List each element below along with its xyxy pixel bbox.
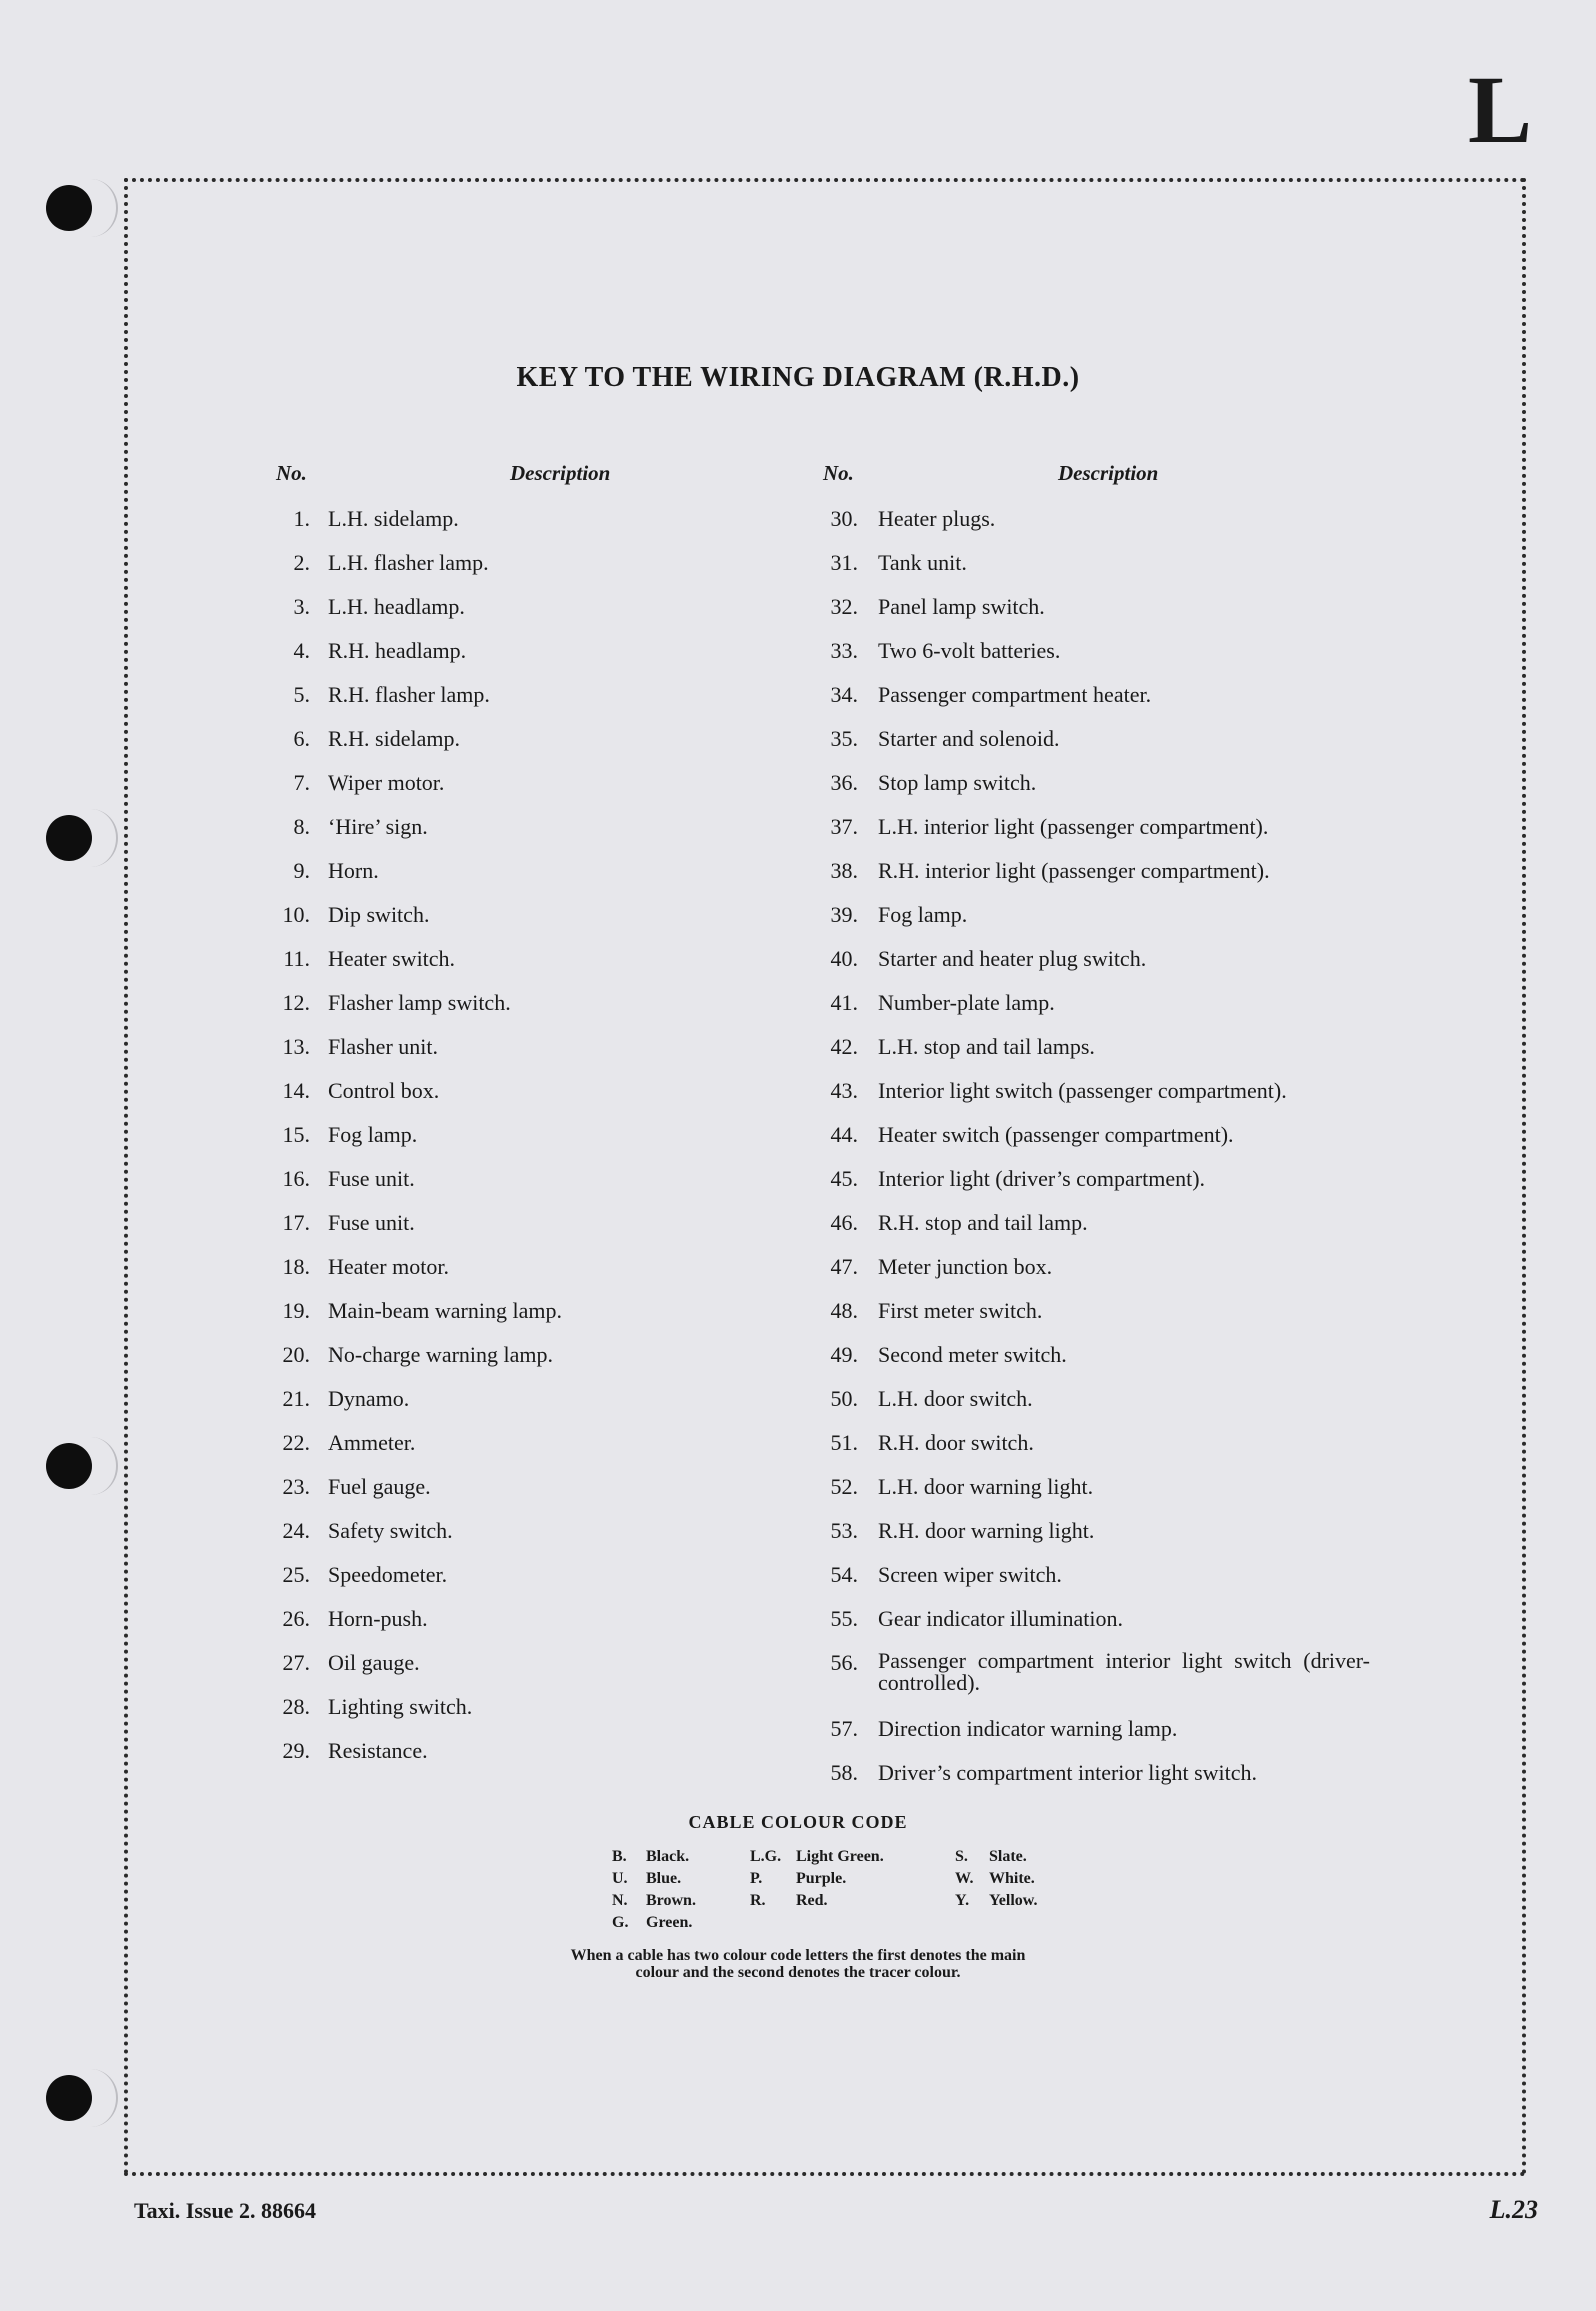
key-list-item: [0, 1760, 1596, 1790]
colour-code-letter: S.: [955, 1848, 968, 1865]
footer-issue: Taxi. Issue 2. 88664: [134, 2198, 316, 2223]
item-number: 19.: [282, 1298, 310, 1323]
colour-code-letter: W.: [955, 1870, 974, 1887]
item-number: 10.: [282, 902, 310, 927]
colour-name: Blue.: [646, 1870, 682, 1887]
item-number: 51.: [830, 1430, 858, 1455]
item-number: 57.: [830, 1716, 858, 1741]
colour-code-letter: G.: [612, 1914, 629, 1931]
key-list-item: [0, 1716, 1596, 1746]
key-list-item: [0, 550, 1596, 580]
item-number: 55.: [830, 1606, 858, 1631]
item-number: 4.: [293, 638, 310, 663]
colour-code-entry: [612, 1914, 692, 1932]
colour-name: Red.: [796, 1892, 828, 1909]
item-description: R.H. door warning light.: [878, 1518, 1095, 1543]
item-number: 21.: [282, 1386, 310, 1411]
item-description: Flasher unit.: [328, 1034, 438, 1059]
item-number: 29.: [282, 1738, 310, 1763]
item-number: 9.: [293, 858, 310, 883]
item-description: R.H. door switch.: [878, 1430, 1034, 1455]
item-description: Heater switch (passenger compartment).: [878, 1122, 1234, 1147]
key-list-item: [0, 1386, 1596, 1416]
item-description: Heater plugs.: [878, 506, 996, 531]
item-number: 41.: [830, 990, 858, 1015]
colour-code-entry: [955, 1870, 1035, 1888]
item-description: Flasher lamp switch.: [328, 990, 511, 1015]
item-number: 38.: [830, 858, 858, 883]
key-list-item: [0, 506, 1596, 536]
item-number: 26.: [282, 1606, 310, 1631]
item-number: 23.: [282, 1474, 310, 1499]
item-number: 17.: [282, 1210, 310, 1235]
item-description: Passenger compartment heater.: [878, 682, 1152, 707]
item-number: 31.: [830, 550, 858, 575]
item-description: Lighting switch.: [328, 1694, 473, 1719]
key-list-item: [0, 990, 1596, 1020]
item-number: 50.: [830, 1386, 858, 1411]
colour-code-entry: [750, 1892, 828, 1910]
item-description: L.H. door switch.: [878, 1386, 1033, 1411]
item-number: 27.: [282, 1650, 310, 1675]
item-number: 54.: [830, 1562, 858, 1587]
item-description: L.H. interior light (passenger compartment).: [878, 814, 1269, 839]
colour-code-letter: U.: [612, 1870, 628, 1887]
item-description: Horn-push.: [328, 1606, 428, 1631]
item-description: Heater motor.: [328, 1254, 449, 1279]
item-description: Speedometer.: [328, 1562, 448, 1587]
item-number: 43.: [830, 1078, 858, 1103]
item-number: 45.: [830, 1166, 858, 1191]
item-description: Meter junction box.: [878, 1254, 1053, 1279]
colour-name: Yellow.: [989, 1892, 1038, 1909]
punch-hole: [46, 185, 92, 231]
item-number: 34.: [830, 682, 858, 707]
item-number: 32.: [830, 594, 858, 619]
item-description: Fuse unit.: [328, 1210, 415, 1235]
item-description: Stop lamp switch.: [878, 770, 1037, 795]
item-description: L.H. headlamp.: [328, 594, 465, 619]
item-number: 37.: [830, 814, 858, 839]
item-number: 40.: [830, 946, 858, 971]
colour-code-entry: [612, 1848, 689, 1866]
key-list-item: [0, 1034, 1596, 1064]
item-description: Fuse unit.: [328, 1166, 415, 1191]
item-description: No-charge warning lamp.: [328, 1342, 554, 1367]
item-description: Interior light switch (passenger compartment).: [878, 1078, 1287, 1103]
colour-name: White.: [989, 1870, 1035, 1887]
item-number: 11.: [283, 946, 310, 971]
key-list-item: [0, 1474, 1596, 1504]
item-description: Tank unit.: [878, 550, 967, 575]
colour-code-entry: [612, 1892, 696, 1910]
item-number: 36.: [830, 770, 858, 795]
item-description: Second meter switch.: [878, 1342, 1067, 1367]
colour-name: Green.: [646, 1914, 693, 1931]
item-description: Main-beam warning lamp.: [328, 1298, 562, 1323]
colour-code-letter: B.: [612, 1848, 627, 1865]
colour-name: Brown.: [646, 1892, 696, 1909]
item-description: Interior light (driver’s compartment).: [878, 1166, 1206, 1191]
key-list-item: [0, 1210, 1596, 1240]
colour-code-letter: N.: [612, 1892, 628, 1909]
colour-code-letter: R.: [750, 1892, 766, 1909]
item-number: 2.: [293, 550, 310, 575]
item-number: 30.: [830, 506, 858, 531]
item-number: 15.: [282, 1122, 310, 1147]
item-description: Safety switch.: [328, 1518, 453, 1543]
page-title: KEY TO THE WIRING DIAGRAM (R.H.D.): [516, 362, 1080, 393]
key-list-item: [0, 946, 1596, 976]
right-column-no-header: No.: [823, 461, 854, 485]
item-number: 6.: [293, 726, 310, 751]
cable-colour-note-line: colour and the second denotes the tracer colour.: [635, 1964, 961, 1981]
key-list-item: [0, 770, 1596, 800]
item-description: Control box.: [328, 1078, 440, 1103]
colour-code-entry: [750, 1848, 884, 1866]
item-description: L.H. door warning light.: [878, 1474, 1094, 1499]
colour-name: Slate.: [989, 1848, 1027, 1865]
item-number: 16.: [282, 1166, 310, 1191]
colour-code-letter: L.G.: [750, 1848, 782, 1865]
key-list-item: [0, 726, 1596, 756]
item-description: First meter switch.: [878, 1298, 1043, 1323]
left-column-description-header: Description: [510, 461, 611, 485]
key-list-item: [0, 638, 1596, 668]
cable-colour-code-title: CABLE COLOUR CODE: [688, 1812, 908, 1832]
item-description: Number-plate lamp.: [878, 990, 1055, 1015]
item-number: 33.: [830, 638, 858, 663]
key-list-item: [0, 1078, 1596, 1108]
footer-page-number: L.23: [1489, 2195, 1538, 2224]
item-description: Resistance.: [328, 1738, 428, 1763]
item-description: R.H. interior light (passenger compartment).: [878, 858, 1270, 883]
colour-code-letter: Y.: [955, 1892, 970, 1909]
colour-name: Light Green.: [796, 1848, 884, 1865]
item-number: 22.: [282, 1430, 310, 1455]
item-number: 39.: [830, 902, 858, 927]
item-number: 42.: [830, 1034, 858, 1059]
colour-name: Purple.: [796, 1870, 847, 1887]
item-description: Gear indicator illumination.: [878, 1606, 1123, 1631]
item-number: 24.: [282, 1518, 310, 1543]
item-number: 46.: [830, 1210, 858, 1235]
item-description: Direction indicator warning lamp.: [878, 1716, 1178, 1741]
item-description: R.H. flasher lamp.: [328, 682, 490, 707]
item-description: Passenger compartment interior light switch (driver-controlled).: [878, 1648, 1370, 1695]
item-description: Dip switch.: [328, 902, 430, 927]
key-list-item: [0, 814, 1596, 844]
item-description: R.H. headlamp.: [328, 638, 467, 663]
key-list-item: [0, 1648, 1596, 1695]
item-description: ‘Hire’ sign.: [328, 814, 428, 839]
item-description: Screen wiper switch.: [878, 1562, 1062, 1587]
item-description: Horn.: [328, 858, 379, 883]
item-number: 48.: [830, 1298, 858, 1323]
key-list-item: [0, 1562, 1596, 1592]
key-list-item: [0, 682, 1596, 712]
item-number: 3.: [293, 594, 310, 619]
item-number: 47.: [830, 1254, 858, 1279]
item-number: 35.: [830, 726, 858, 751]
item-description: L.H. sidelamp.: [328, 506, 459, 531]
item-number: 7.: [293, 770, 310, 795]
item-description: Fog lamp.: [878, 902, 968, 927]
item-description: Heater switch.: [328, 946, 456, 971]
key-list-item: [0, 858, 1596, 888]
right-column-description-header: Description: [1058, 461, 1159, 485]
item-description: Starter and solenoid.: [878, 726, 1060, 751]
colour-code-entry: [750, 1870, 846, 1888]
item-number: 5.: [293, 682, 310, 707]
cable-colour-note-line: When a cable has two colour code letters the first denotes the main: [570, 1947, 1026, 1964]
item-number: 12.: [282, 990, 310, 1015]
item-description: L.H. flasher lamp.: [328, 550, 489, 575]
item-description: Panel lamp switch.: [878, 594, 1045, 619]
section-letter: L: [1467, 56, 1532, 163]
item-description: Wiper motor.: [328, 770, 445, 795]
key-list-item: [0, 1122, 1596, 1152]
item-number: 44.: [830, 1122, 858, 1147]
item-description: R.H. sidelamp.: [328, 726, 460, 751]
item-number: 58.: [830, 1760, 858, 1785]
colour-code-letter: P.: [750, 1870, 763, 1887]
key-list-item: [0, 1606, 1596, 1636]
item-description: R.H. stop and tail lamp.: [878, 1210, 1088, 1235]
cable-colour-note: [0, 1947, 1596, 1981]
key-list-item: [0, 1342, 1596, 1372]
key-list-item: [0, 1430, 1596, 1460]
item-number: 1.: [293, 506, 310, 531]
item-description: Fog lamp.: [328, 1122, 418, 1147]
key-list-item: [0, 1518, 1596, 1548]
item-number: 20.: [282, 1342, 310, 1367]
colour-name: Black.: [646, 1848, 690, 1865]
item-number: 8.: [293, 814, 310, 839]
item-number: 53.: [830, 1518, 858, 1543]
item-description: Two 6-volt batteries.: [878, 638, 1061, 663]
item-number: 13.: [282, 1034, 310, 1059]
item-number: 18.: [282, 1254, 310, 1279]
key-list-item: [0, 1166, 1596, 1196]
punch-hole: [46, 2075, 92, 2121]
colour-code-entry: [612, 1870, 681, 1888]
item-description: Oil gauge.: [328, 1650, 420, 1675]
item-number: 28.: [282, 1694, 310, 1719]
item-number: 25.: [282, 1562, 310, 1587]
item-description: Driver’s compartment interior light switch.: [878, 1760, 1258, 1785]
item-description: Ammeter.: [328, 1430, 416, 1455]
item-description: Dynamo.: [328, 1386, 410, 1411]
item-description: Starter and heater plug switch.: [878, 946, 1147, 971]
item-description: L.H. stop and tail lamps.: [878, 1034, 1095, 1059]
item-number: 56.: [830, 1650, 858, 1675]
item-number: 52.: [830, 1474, 858, 1499]
key-list-item: [0, 594, 1596, 624]
colour-code-entry: [955, 1892, 1037, 1910]
colour-code-entry: [955, 1848, 1027, 1866]
left-column-no-header: No.: [276, 461, 307, 485]
key-list-item: [0, 1254, 1596, 1284]
item-number: 14.: [282, 1078, 310, 1103]
key-list-item: [0, 902, 1596, 932]
key-list-item: [0, 1298, 1596, 1328]
item-number: 49.: [830, 1342, 858, 1367]
item-description: Fuel gauge.: [328, 1474, 431, 1499]
